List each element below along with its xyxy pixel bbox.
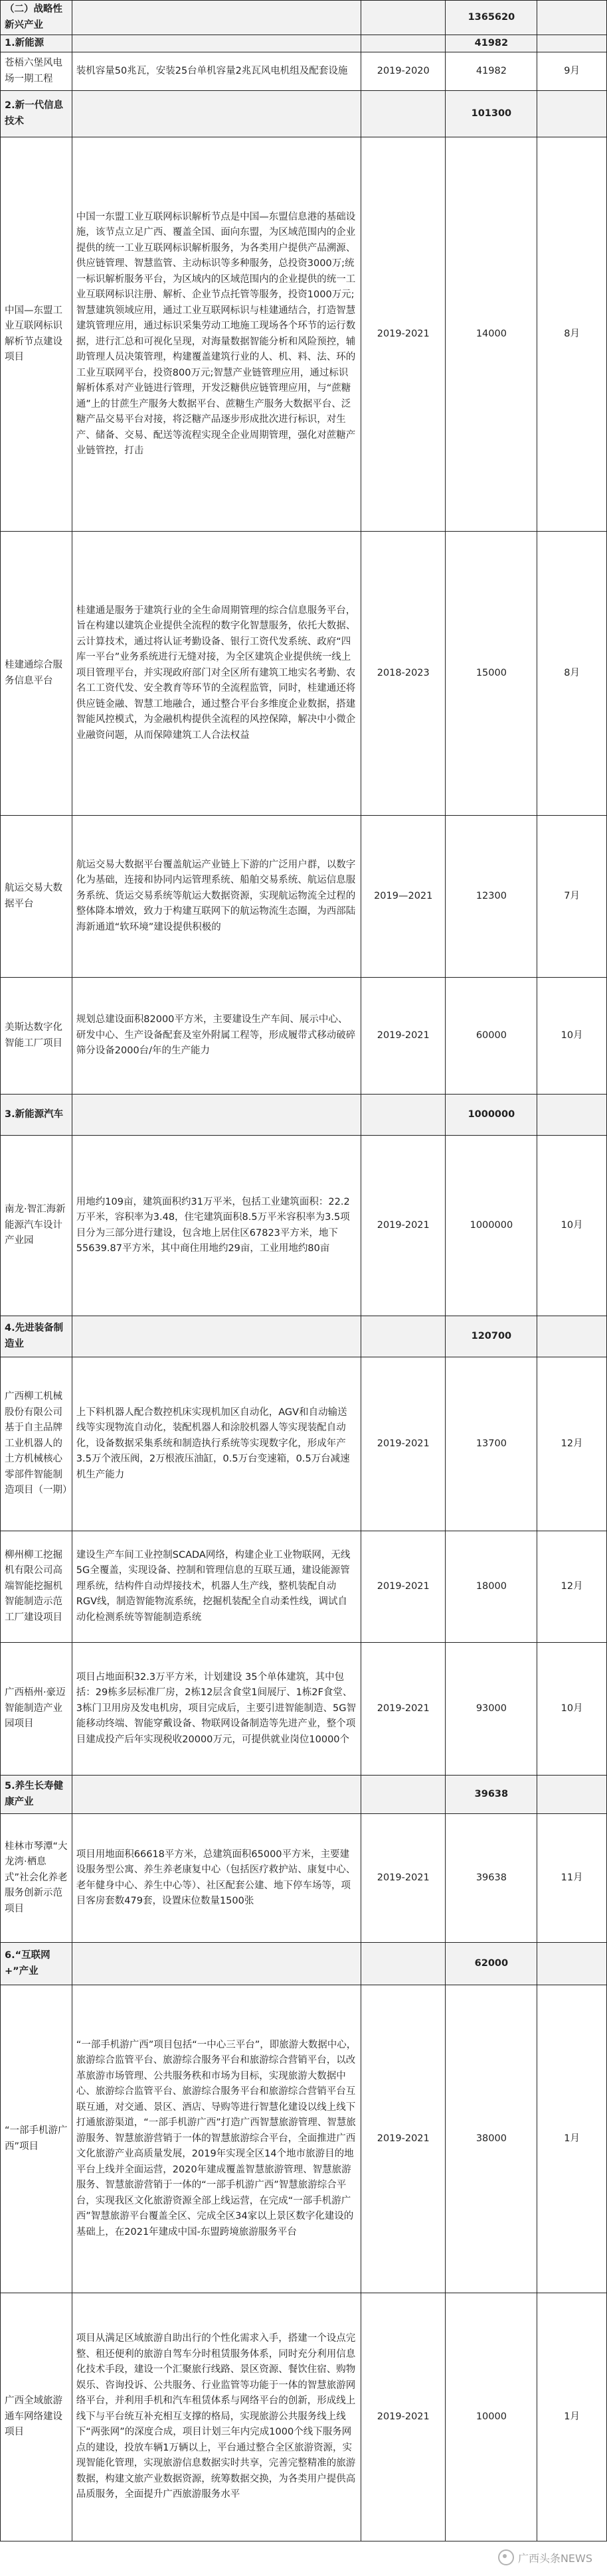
construction-period-cell <box>361 1943 446 1985</box>
project-description-cell <box>72 1 361 35</box>
construction-period-cell <box>361 1316 446 1357</box>
investment-cell: 13700 <box>446 1357 537 1531</box>
category-row <box>1 91 607 137</box>
start-month-cell <box>537 35 607 52</box>
start-month-cell: 10月 <box>537 978 607 1095</box>
construction-period-cell: 2019-2020 <box>361 52 446 91</box>
table-row <box>1 1643 607 1776</box>
construction-period-cell: 2019-2021 <box>361 1643 446 1776</box>
project-description-cell: 中国一东盟工业互联网标识解析节点是中国—东盟信息港的基础设施，该节点立足广西、覆盖全国、面向东盟，为区域范围内的企业提供的统一工业互联网标识解析服务，为各类用户提供产品溯源、供应链管理、智慧监管、主动标识等多种服务，总投资3000万;统一标识解析服务平台，为区域内的区域范围内的企业提供的统一工业互联网标识注册、解析、企业节点托管等服务，投资1000万元;智慧建筑领域应用，通过工业互联网标识与桂建通结合，打造智慧建筑管理应用，通过标识采集劳动工地施工现场各个环节的运行数据，进行汇总和可视化呈现，对海量数据智能分析和风险预控，辅助管理人员决策管理，构建覆盖建筑行业的人、机、料、法、环的工业互联网平台，投资800万元;智慧产业链管理应用，通过标识解析体系对产业链进行管理，开发泛糖供应链管理应用，与“蔗糖通”上的甘蔗生产服务大数据平台、蔗糖生产服务大数据平台、泛糖产品交易平台对接，将泛糖产品逐步形成批次进行标识，对生产、储备、交易、配送等流程实现全企业周期管理，强化对蔗糖产业链管控，打击 <box>72 137 361 532</box>
investment-cell: 10000 <box>446 2293 537 2541</box>
project-description-cell: 航运交易大数据平台覆盖航运产业链上下游的广泛用户群，以数字化为基础，连接和协同内运管理系统、船舶交易系统、航运信息服务系统、货运交易系统等航运大数据资源，实现航运物流全过程的整体降本增效，致力于构建互联网下的航运物流生态圈，为西部陆海新通道“软环境”建设提供积极的 <box>72 816 361 978</box>
circle-logo-icon <box>498 2549 514 2565</box>
investment-cell: 12300 <box>446 816 537 978</box>
construction-period-cell: 2019-2021 <box>361 1985 446 2293</box>
category-row <box>1 1095 607 1136</box>
category-row <box>1 1316 607 1357</box>
start-month-cell <box>537 1095 607 1136</box>
start-month-cell <box>537 1 607 35</box>
investment-cell: 14000 <box>446 137 537 532</box>
investment-cell: 1000000 <box>446 1136 537 1316</box>
construction-period-cell <box>361 1776 446 1814</box>
start-month-cell: 9月 <box>537 52 607 91</box>
project-name-cell: 苍梧六堡风电场一期工程 <box>1 52 72 91</box>
project-name-cell: 广西柳工机械股份有限公司基于自主品牌工业机器人的土方机械核心零部件智能制造项目（一期） <box>1 1357 72 1531</box>
project-description-cell: 上下料机器人配合数控机床实现机加区自动化，AGV和自动输送线等实现物流自动化，装配机器人和涂胶机器人等实现装配自动化，设备数据采集系统和制造执行系统等实现数字化，形成年产3.5万个液压阀，2万根液压油缸，0.5万台变速箱，0.5万台减速机生产能力 <box>72 1357 361 1531</box>
project-name-cell: 桂林市琴潭“大龙湾·栖息式”社会化养老服务创新示范项目 <box>1 1814 72 1943</box>
construction-period-cell: 2019-2021 <box>361 2293 446 2541</box>
project-name-cell: 6.“互联网+”产业 <box>1 1943 72 1985</box>
construction-period-cell <box>361 91 446 137</box>
project-description-cell: 桂建通是服务于建筑行业的全生命周期管理的综合信息服务平台，旨在构建以建筑企业提供全流程的数字化智慧服务，依托大数据、云计算技术，通过将认证考勤设备、银行工资代发系统、政府“四库一平台”业务系统进行无缝对接，为全区建筑企业提供统一线上项目管理平台，并实现政府部门对全区所有建筑工地实名考勤、农名工工资代发、安全教育等环节的全流程监管，同时，桂建通还将供应链金融、智慧工地融合，通过整合平台多维度企业数据，搭建智能风控模式，为金融机构提供全流程的风控保障，解决中小微企业融资问题，从而保障建筑工人合法权益 <box>72 532 361 816</box>
construction-period-cell <box>361 35 446 52</box>
investment-cell: 101300 <box>446 91 537 137</box>
start-month-cell: 8月 <box>537 532 607 816</box>
investment-cell: 41982 <box>446 35 537 52</box>
project-description-cell: 项目占地面积32.3万平方米，计划建设 35个单体建筑，其中包括：29栋多层标准厂房，2栋12层含食堂1间展厅、1栋2F食堂、3栋门卫用房及发电机房，项目完成后，主要引进智能制造、5G智能移动终端、智能穿戴设备、物联网设备制造等先进产业，整个项目建成投产后年实现税收20000万元，可提供就业岗位10000个 <box>72 1643 361 1776</box>
table-row <box>1 1357 607 1531</box>
investment-cell: 18000 <box>446 1531 537 1643</box>
project-description-cell: 建设生产车间工业控制SCADA网络，构建企业工业物联网，无线5G全覆盖，实现设备、控制和管理信息的互联互通，建设能源管理系统，结构件自动焊接技术，机器人生产线，整机装配自动RGV线，制造智能物流系统，挖掘机装配全自动柔性线，调试自动化检测系统等智能制造系统 <box>72 1531 361 1643</box>
start-month-cell: 1月 <box>537 1985 607 2293</box>
start-month-cell: 10月 <box>537 1136 607 1316</box>
project-description-cell: “一部手机游广西”项目包括“一中心三平台”，即旅游大数据中心，旅游综合监管平台、旅游综合服务平台和旅游综合营销平台，以改革旅游市场管理、公共服务秩和市场为目标，实现旅游大数据中心、旅游综合监管平台、旅游综合服务平台和旅游综合营销平台互联互通，对交通、景区、酒店、导购等进行智慧化建设以线上线下打通旅游渠道，“一部手机游广西”打造广西智慧旅游管理、智慧旅游服务、智慧旅游营销于一体的智慧旅游综合平台，全面推进广西文化旅游产业高质量发展，2019年实现全区14个地市旅游目的地平台上线并全面运营，2020年建成覆盖智慧旅游管理、智慧旅游服务、智慧旅游营销于一体的“一部手机游广西”智慧旅游综合平台，实现我区文化旅游资源全部上线运营，在完成“一部手机游广西”智慧旅游平台覆盖全区、完成全区34家以上景区数字化建设的基础上，在2021年建成中国-东盟跨境旅游服务平台 <box>72 1985 361 2293</box>
investment-cell: 93000 <box>446 1643 537 1776</box>
project-name-cell: 航运交易大数据平台 <box>1 816 72 978</box>
investment-cell: 38000 <box>446 1985 537 2293</box>
project-name-cell: 中国—东盟工业互联网标识解析节点建设项目 <box>1 137 72 532</box>
table-row <box>1 532 607 816</box>
project-name-cell: 美斯达数字化智能工厂项目 <box>1 978 72 1095</box>
watermark-text: 广西头条NEWS <box>517 2551 592 2565</box>
category-row <box>1 1943 607 1985</box>
start-month-cell: 12月 <box>537 1357 607 1531</box>
construction-period-cell <box>361 1 446 35</box>
start-month-cell <box>537 1316 607 1357</box>
project-description-cell: 项目用地面积66618平方米，总建筑面积65000平方米，主要建设服务型公寓、养生养老康复中心（包括医疗救护站、康复中心、老年健身中心、养生中心等）、社区配套公建、地下停车场等，项目客房套数479套，设置床位数量1500张 <box>72 1814 361 1943</box>
investment-cell: 120700 <box>446 1316 537 1357</box>
start-month-cell <box>537 1776 607 1814</box>
start-month-cell: 11月 <box>537 1814 607 1943</box>
investment-cell: 1000000 <box>446 1095 537 1136</box>
project-name-cell: 桂建通综合服务信息平台 <box>1 532 72 816</box>
project-description-cell: 装机容量50兆瓦，安装25台单机容量2兆瓦风电机组及配套设施 <box>72 52 361 91</box>
start-month-cell: 1月 <box>537 2293 607 2541</box>
construction-period-cell: 2019-2021 <box>361 1357 446 1531</box>
project-description-cell <box>72 1776 361 1814</box>
project-description-cell: 项目从满足区域旅游自助出行的个性化需求入手，搭建一个设点完整、租还便利的旅游自驾车分时租赁服务体系，同时充分利用信息化技术手段，建设一个汇聚旅行线路、景区资源、餐饮住宿、购物娱乐、咨询投诉、公共服务、行业监管等功能于一体的智慧旅游网络平台，并利用手机和汽车租赁体系与网络平台的创新，形成线上线下与平台统互补充相互支撑的格局，实现旅游公共服务线上线下“两张网”的深度合成，项目计划三年内完成1000个线下服务网点的建设，投放车辆1万辆以上，平台通过整合全区旅游资源，实现智能化管理，实现旅游信息数据实时共享，完善完整精准的旅游数据，构建文旅产业数据资源，统筹数据交换，为各类用户提供高品质服务，全面提升广西旅游服务水平 <box>72 2293 361 2541</box>
start-month-cell: 12月 <box>537 1531 607 1643</box>
project-name-cell: “一部手机游广西”项目 <box>1 1985 72 2293</box>
category-row <box>1 1 607 35</box>
project-name-cell: 3.新能源汽车 <box>1 1095 72 1136</box>
investment-cell: 41982 <box>446 52 537 91</box>
project-name-cell: 广西全域旅游通车网络建设项目 <box>1 2293 72 2541</box>
project-name-cell: 柳州柳工挖掘机有限公司高端智能挖掘机智能制造示范工厂建设项目 <box>1 1531 72 1643</box>
project-description-cell <box>72 1316 361 1357</box>
project-description-cell: 用地约109亩，建筑面积约31万平米，包括工业建筑面积：22.2万平米，容积率为3.48，住宅建筑面积8.5万平米容积率为3.5项目分为三部分进行建设，包含地上居住区67823平方米，地下55639.87平方米，其中商住用地约29亩，工业用地约80亩 <box>72 1136 361 1316</box>
investment-cell: 39638 <box>446 1814 537 1943</box>
start-month-cell <box>537 1943 607 1985</box>
project-name-cell: 广西梧州·豪迈智能制造产业园项目 <box>1 1643 72 1776</box>
investment-cell: 1365620 <box>446 1 537 35</box>
project-name-cell: （二）战略性新兴产业 <box>1 1 72 35</box>
construction-period-cell: 2019-2021 <box>361 978 446 1095</box>
start-month-cell: 7月 <box>537 816 607 978</box>
table-row <box>1 978 607 1095</box>
investment-cell: 62000 <box>446 1943 537 1985</box>
project-name-cell: 4.先进装备制造业 <box>1 1316 72 1357</box>
construction-period-cell: 2019-2021 <box>361 137 446 532</box>
project-name-cell: 5.养生长寿健康产业 <box>1 1776 72 1814</box>
table-row <box>1 816 607 978</box>
table-row <box>1 52 607 91</box>
project-description-cell <box>72 91 361 137</box>
table-row <box>1 137 607 532</box>
project-description-cell <box>72 35 361 52</box>
table-row <box>1 1531 607 1643</box>
start-month-cell: 8月 <box>537 137 607 532</box>
project-description-cell <box>72 1095 361 1136</box>
start-month-cell <box>537 91 607 137</box>
construction-period-cell: 2018-2023 <box>361 532 446 816</box>
construction-period-cell: 2019-2021 <box>361 1814 446 1943</box>
construction-period-cell <box>361 1095 446 1136</box>
investment-cell: 15000 <box>446 532 537 816</box>
start-month-cell: 10月 <box>537 1643 607 1776</box>
table-row <box>1 1136 607 1316</box>
category-row <box>1 35 607 52</box>
table-row <box>1 2293 607 2541</box>
project-name-cell: 1.新能源 <box>1 35 72 52</box>
construction-period-cell: 2019-2021 <box>361 1531 446 1643</box>
investment-cell: 39638 <box>446 1776 537 1814</box>
construction-period-cell: 2019—2021 <box>361 816 446 978</box>
category-row <box>1 1776 607 1814</box>
watermark <box>498 2549 592 2565</box>
table-row <box>1 1814 607 1943</box>
project-name-cell: 南龙·智汇海新能源汽车设计产业园 <box>1 1136 72 1316</box>
table-row <box>1 1985 607 2293</box>
investment-cell: 60000 <box>446 978 537 1095</box>
construction-period-cell: 2019-2021 <box>361 1136 446 1316</box>
project-description-cell: 规划总建设面积82000平方米，主要建设生产车间、展示中心、研发中心、生产设备配套及室外附属工程等，形成履带式移动破碎筛分设备2000台/年的生产能力 <box>72 978 361 1095</box>
project-name-cell: 2.新一代信息技术 <box>1 91 72 137</box>
project-description-cell <box>72 1943 361 1985</box>
